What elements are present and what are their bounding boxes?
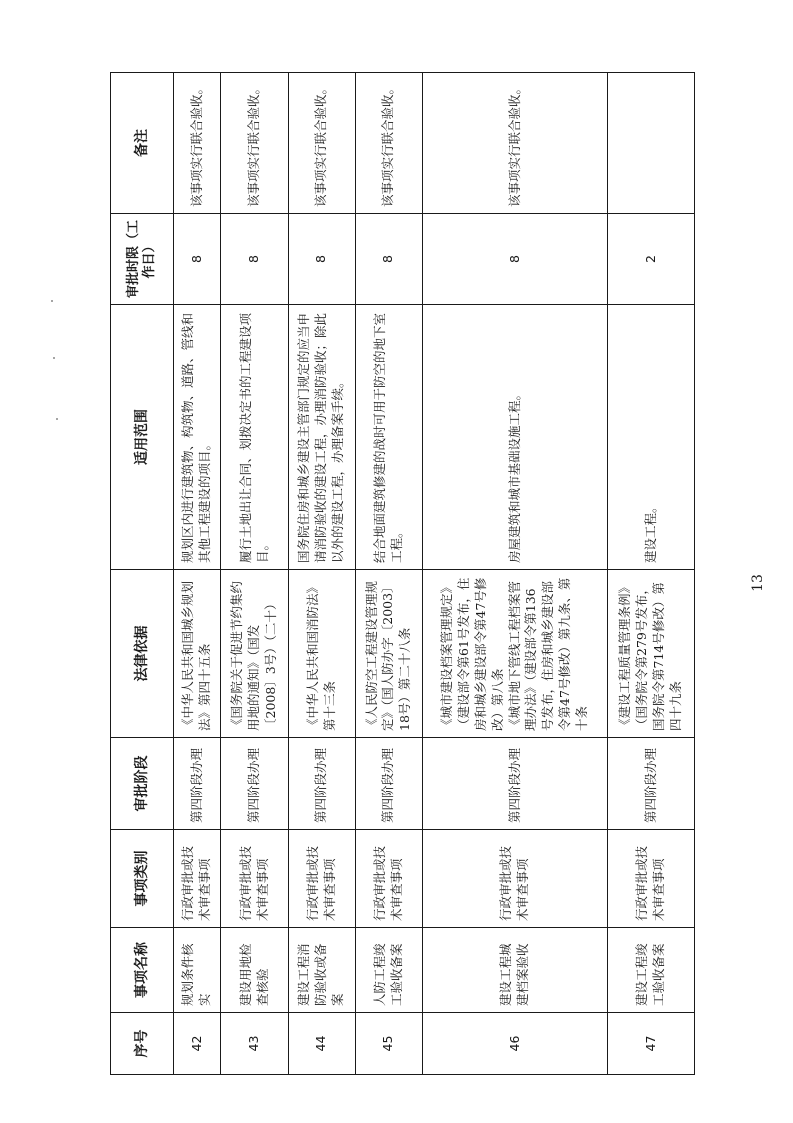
cell-category: 行政审批或技术审查事项 — [355, 830, 422, 928]
table-row — [174, 73, 221, 1075]
header-category: 事项类别 — [111, 830, 174, 928]
header-limit: 审批时限（工作日） — [111, 214, 174, 305]
cell-no: 42 — [174, 1013, 221, 1075]
approval-items-table — [110, 72, 695, 1075]
cell-name: 建设工程竣工验收备案 — [608, 928, 695, 1013]
cell-name: 规划条件核实 — [174, 928, 221, 1013]
cell-no: 47 — [608, 1013, 695, 1075]
cell-name: 建设工程城建档案验收 — [422, 928, 607, 1013]
page-number: 13 — [750, 574, 766, 592]
cell-scope: 国务院住房和城乡建设主管部门规定的应当申请消防验收的建设工程，办理消防验收；除此以外的建设工程，办理备案手续。 — [288, 305, 355, 570]
cell-scope: 结合地面建筑修建的战时可用于防空的地下室工程。 — [355, 305, 422, 570]
table-row — [422, 73, 607, 1075]
cell-name: 人防工程竣工验收备案 — [355, 928, 422, 1013]
header-basis: 法律依据 — [111, 570, 174, 738]
cell-category: 行政审批或技术审查事项 — [174, 830, 221, 928]
cell-name: 建设用地检查核验 — [221, 928, 288, 1013]
scan-speck — [56, 418, 58, 420]
table-row — [221, 73, 288, 1075]
cell-remark: 该事项实行联合验收。 — [422, 73, 607, 214]
cell-limit: 2 — [608, 214, 695, 305]
cell-scope: 建设工程。 — [608, 305, 695, 570]
cell-basis: 《城市建设档案管理规定》（建设部令第61号发布，住房和城乡建设部令第47号修改）第八条 《城市地下管线工程档案管理办法》（建设部令第136号发布，住房和城乡建设部令第47号修改）第九条、第十条 — [422, 570, 607, 738]
cell-limit: 8 — [422, 214, 607, 305]
cell-stage: 第四阶段办理 — [174, 738, 221, 830]
cell-name: 建设工程消防验收或备案 — [288, 928, 355, 1013]
cell-remark: 该事项实行联合验收。 — [174, 73, 221, 214]
cell-stage: 第四阶段办理 — [422, 738, 607, 830]
table-row — [288, 73, 355, 1075]
cell-category: 行政审批或技术审查事项 — [422, 830, 607, 928]
cell-stage: 第四阶段办理 — [355, 738, 422, 830]
cell-remark — [608, 73, 695, 214]
header-no: 序号 — [111, 1013, 174, 1075]
cell-scope: 规划区内进行建筑物、构筑物、道路、管线和其他工程建设的项目。 — [174, 305, 221, 570]
cell-limit: 8 — [355, 214, 422, 305]
cell-limit: 8 — [174, 214, 221, 305]
cell-limit: 8 — [221, 214, 288, 305]
cell-basis: 《建设工程质量管理条例》（国务院令第279号发布，国务院令第714号修改）第四十九条 — [608, 570, 695, 738]
cell-remark: 该事项实行联合验收。 — [221, 73, 288, 214]
cell-basis: 《中华人民共和国消防法》第十三条 — [288, 570, 355, 738]
table-row — [355, 73, 422, 1075]
cell-category: 行政审批或技术审查事项 — [221, 830, 288, 928]
header-remark: 备注 — [111, 73, 174, 214]
cell-stage: 第四阶段办理 — [288, 738, 355, 830]
header-name: 事项名称 — [111, 928, 174, 1013]
cell-remark: 该事项实行联合验收。 — [355, 73, 422, 214]
cell-scope: 履行土地出让合同、划拨决定书的工程建设项目。 — [221, 305, 288, 570]
cell-no: 46 — [422, 1013, 607, 1075]
table-row — [608, 73, 695, 1075]
cell-limit: 8 — [288, 214, 355, 305]
cell-stage: 第四阶段办理 — [221, 738, 288, 830]
scan-speck — [53, 357, 55, 359]
cell-remark: 该事项实行联合验收。 — [288, 73, 355, 214]
cell-stage: 第四阶段办理 — [608, 738, 695, 830]
cell-basis: 《国务院关于促进节约集约用地的通知》（国发〔2008〕3号）（二十） — [221, 570, 288, 738]
cell-no: 44 — [288, 1013, 355, 1075]
cell-category: 行政审批或技术审查事项 — [608, 830, 695, 928]
header-scope: 适用范围 — [111, 305, 174, 570]
header-stage: 审批阶段 — [111, 738, 174, 830]
cell-no: 43 — [221, 1013, 288, 1075]
scan-speck — [51, 300, 53, 302]
cell-category: 行政审批或技术审查事项 — [288, 830, 355, 928]
cell-scope: 房屋建筑和城市基础设施工程。 — [422, 305, 607, 570]
cell-basis: 《中华人民共和国城乡规划法》第四十五条 — [174, 570, 221, 738]
rotated-landscape-page — [110, 73, 695, 1075]
table-header-row — [111, 73, 174, 1075]
cell-basis: 《人民防空工程建设管理规定》（国人防办字〔2003〕18号）第二十八条 — [355, 570, 422, 738]
cell-no: 45 — [355, 1013, 422, 1075]
